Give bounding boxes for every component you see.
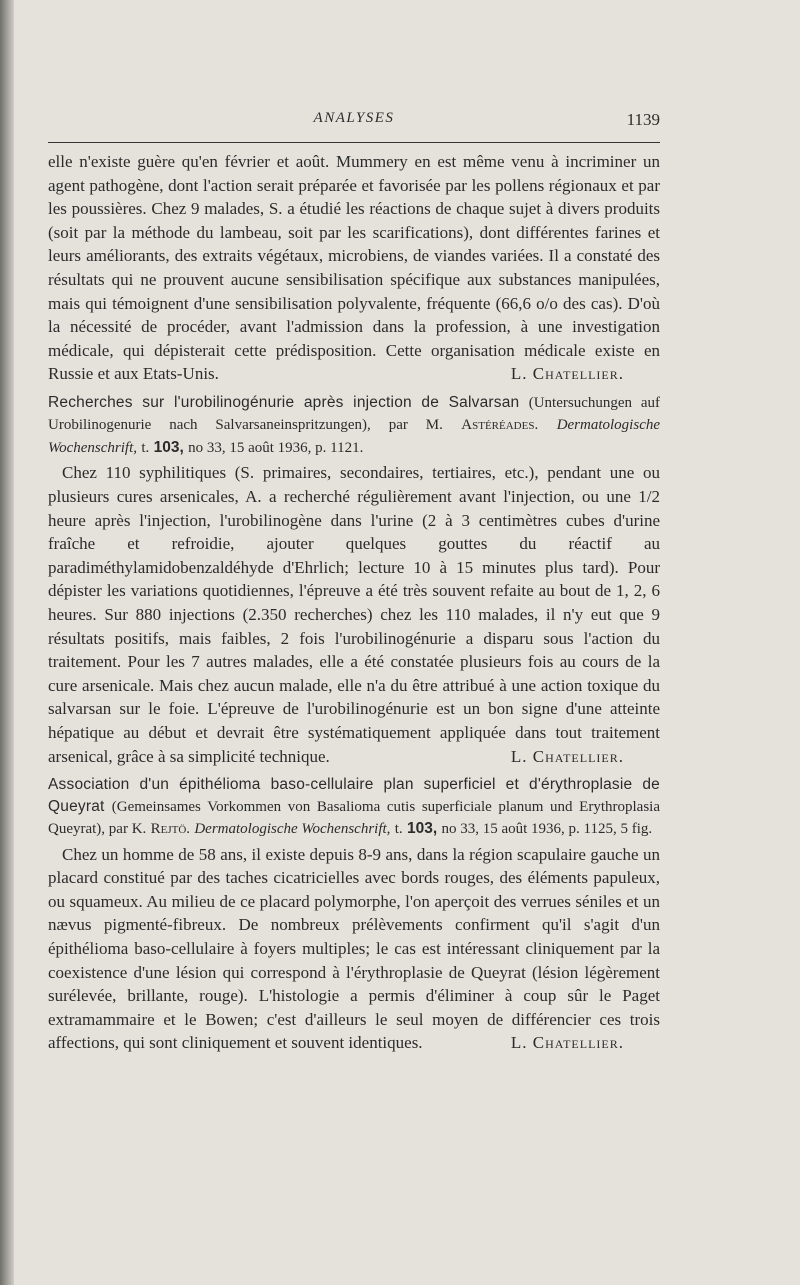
entry1-paragraph xyxy=(48,461,660,768)
entry1-original-title: (Untersuchungen auf Urobilinogenurie nach Salvarsaneinspritzungen), par M. xyxy=(48,394,660,434)
entry2-title: Association d'un épithélioma baso-cellulaire plan superficiel et d'érythroplasie de Queyrat xyxy=(48,776,660,815)
entry1-heading xyxy=(48,392,660,460)
entry1-text: Chez 110 syphilitiques (S. primaires, secondaires, tertiaires, etc.), pendant une ou plusieurs cures arsenicales, A. a recherché régulièrement avant l'injection, ou une 1/2 heure après l'injection, l'urobilinogène dans l'urine (2 à 3 centimètres cubes d'urine fraîche et refroidie, ajouter quelques gouttes du réactif au paradiméthylamidobenzaldéhyde d'Ehrlich; lecture 10 à 15 minutes plus tard). Pour dépister les variations quotidiennes, l'épreuve a été très souvent refaite au bout de 1, 2, 6 heures. Sur 880 injections (2.350 recherches) chez les 110 malades, il n'y eut que 9 résultats positifs, mais faibles, 2 fois l'urobilinogénurie a disparu sous l'action du traitement. Pour les 7 autres malades, elle a été constatée plusieurs fois au cours de la cure arsenicale. Mais chez aucun malade, elle n'a du être attribué à une action toxique du salvarsan sur le foie. L'épreuve de l'urobilinogénurie est un bon signe d'une atteinte hépatique au début et devrait être systématiquement appliquée dans tout traitement arsenical, grâce à sa simplicité technique. xyxy=(48,463,660,766)
header-rule xyxy=(48,142,660,143)
intro-text: elle n'existe guère qu'en février et août. Mummery en est même venu à incriminer un agent pathogène, dont l'action serait préparée et favorisée par les pollens régionaux et par les poussières. Chez 9 malades, S. a étudié les réactions de chaque sujet à divers produits (soit par la méthode du lambeau, soit par les scarifications), dont différentes farines et leurs améliorants, des extraits végétaux, microbiens, de viandes variées. Il a constaté des résultats qui ne prouvent aucune sensibilisation spécifique aux substances manipulées, mais qui témoignent d'une sensibilisation polyvalente, fréquente (66,6 o/o des cas). D'où la nécessité de procéder, avant l'admission dans la profession, à une investigation médicale, qui dépisterait cette prédisposition. Cette organisation médicale existe en Russie et aux Etats-Unis. xyxy=(48,152,660,384)
entry1-reference: no 33, 15 août 1936, p. 1121. xyxy=(188,439,364,456)
page-number: 1139 xyxy=(626,110,660,129)
entry2-volume-prefix: t. xyxy=(394,821,403,838)
entry2-reference: no 33, 15 août 1936, p. 1125, 5 fig. xyxy=(441,821,653,838)
entry1-volume: 103, xyxy=(153,438,184,456)
entry1-title: Recherches sur l'urobilinogénurie après injection de Salvarsan xyxy=(48,393,520,411)
entry1-journal: Dermatologische Wochenschrift, xyxy=(48,417,661,456)
intro-paragraph xyxy=(48,150,660,386)
entry2-text: Chez un homme de 58 ans, il existe depuis 8-9 ans, dans la région scapulaire gauche un placard constitué par des taches cicatricielles avec bords rouges, des éléments papuleux, ou squameux. Au milieu de ce placard polymorphe, l'on aperçoit des verrues séniles et un nævus pigmenté-fibreux. De nombreux prélèvements confirment qu'il s'agit d'un épithélioma baso-cellulaire à foyers multiples; le cas est intéressant cliniquement par la coexistence d'une lésion qui correspond à l'érythroplasie de Queyrat (lésion légèrement surélevée, brillante, rouge). L'histologie a permis d'éliminer à coup sûr le Paget extramammaire et le Bowen; c'est d'ailleurs le seul moyen de différencier ces trois affections, qui sont cliniquement et souvent identiques. xyxy=(48,844,660,1053)
entry1-author: Astéréades. xyxy=(461,417,539,434)
page-header xyxy=(48,110,660,134)
intro-signature: L. Chatellier. xyxy=(510,364,624,384)
entry2-signature: L. Chatellier. xyxy=(510,1033,624,1053)
running-title: ANALYSES xyxy=(313,110,395,126)
entry2-volume: 103, xyxy=(406,820,438,838)
body-text xyxy=(48,150,660,1055)
entry2-author: Rejtö. xyxy=(150,821,191,838)
entry1-volume-prefix: t. xyxy=(141,439,150,456)
entry2-paragraph xyxy=(48,843,660,1055)
entry2-heading xyxy=(48,774,660,841)
book-binding-edge xyxy=(0,0,14,1285)
entry2-original-title: (Gemeinsames Vorkommen von Basalioma cutis superficiale planum und Erythroplasia Queyrat), par K. xyxy=(48,798,660,838)
entry1-signature: L. Chatellier. xyxy=(510,746,624,766)
entry2-journal: Dermatologische Wochenschrift, xyxy=(194,821,391,838)
